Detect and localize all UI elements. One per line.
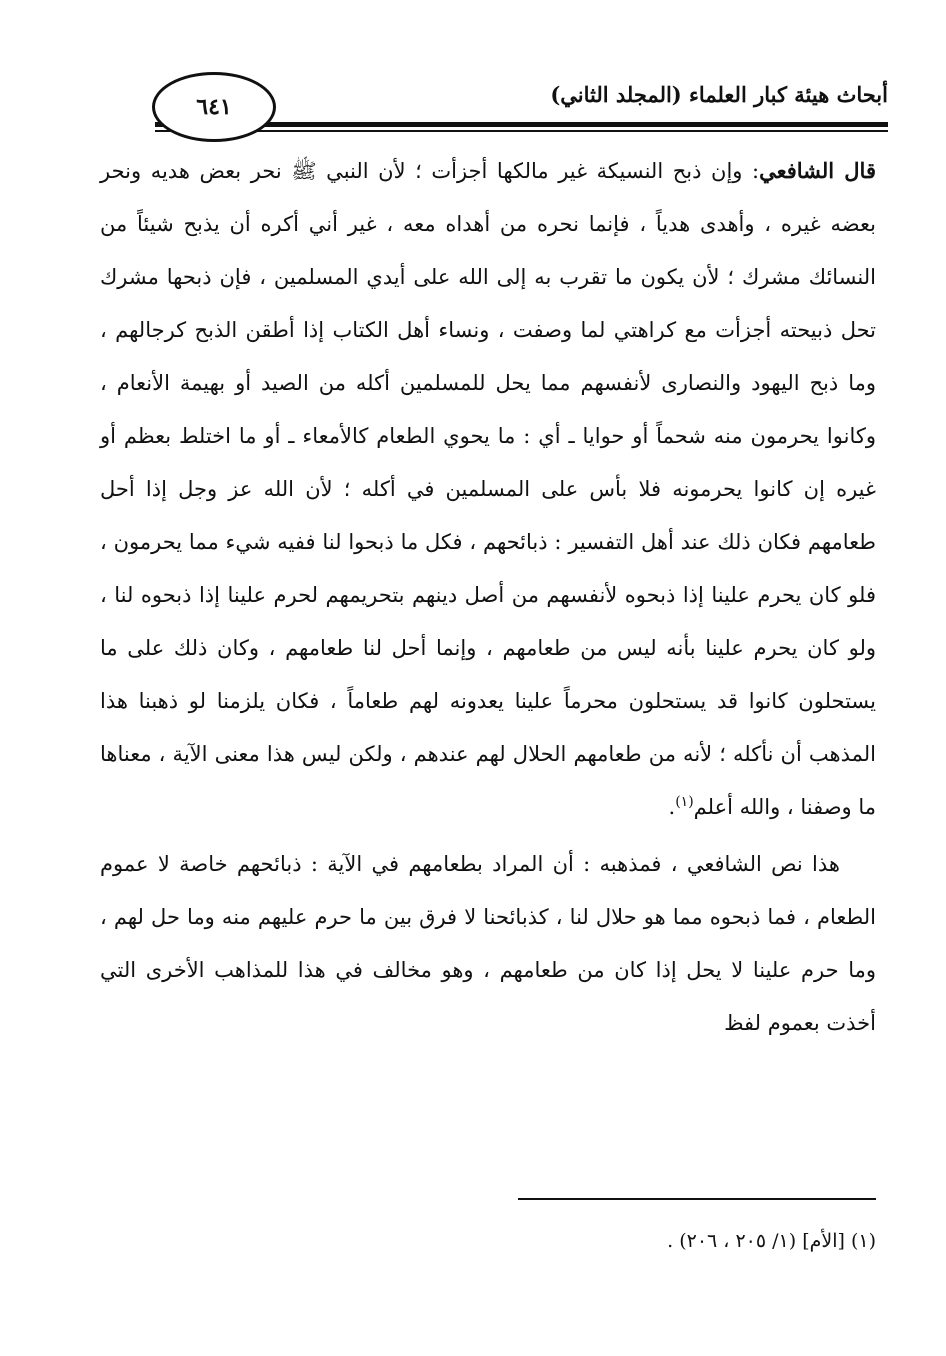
- footnote-separator: [518, 1198, 876, 1200]
- paragraph-commentary: هذا نص الشافعي ، فمذهبه : أن المراد بطعامهم في الآية : ذبائحهم خاصة لا عموم الطعام ، فما ذبحوه مما هو حلال لنا ، كذبائحنا لا فرق بين ما حرم عليهم منه وما حل لهم ، وما حرم علينا لا يحل إذا كان من طعامهم ، وهو مخالف في هذا للمذاهب الأخرى التي أخذت بعموم لفظ: [100, 852, 876, 1035]
- page-number-oval: [152, 72, 276, 142]
- speaker-name: قال الشافعي: [759, 158, 876, 183]
- running-header-title: أبحاث هيئة كبار العلماء (المجلد الثاني): [550, 82, 888, 107]
- paragraph-quote-end: .: [668, 795, 676, 819]
- footnote-reference: (١): [675, 794, 694, 810]
- paragraph-quote-text: : وإن ذبح النسيكة غير مالكها أجزأت ؛ لأن النبي ﷺ نحر بعض هديه ونحر بعضه غيره ، وأهدى هدياً ، فإنما نحره من أهداه معه ، غير أني أكره أن يذبح شيئاً من النسائك مشرك ؛ لأن يكون ما تقرب به إلى الله على أيدي المسلمين ، فإن ذبحها مشرك تحل ذبيحته أجزأت مع كراهتي لما وصفت ، ونساء أهل الكتاب إذا أطقن الذبح كرجالهم ، وما ذبح اليهود والنصارى لأنفسهم مما يحل للمسلمين أكله من الصيد أو بهيمة الأنعام ، وكانوا يحرمون منه شحماً أو حوايا ـ أي : ما يحوي الطعام كالأمعاء ـ أو ما اختلط بعظم أو غيره إن كانوا يحرمونه فلا بأس على المسلمين في أكله ؛ لأن الله عز وجل إذا أحل طعامهم فكان ذلك عند أهل التفسير : ذبائحهم ، فكل ما ذبحوا لنا ففيه شيء مما يحرمون ، فلو كان يحرم علينا إذا ذبحوه لأنفسهم من أصل دينهم بتحريمهم لحرم علينا إذا ذبحوه لنا ، ولو كان يحرم علينا بأنه ليس من طعامهم ، وإنما أحل لنا طعامهم ، وكان ذلك على ما يستحلون كانوا قد يستحلون محرماً علينا يعدونه لهم طعاماً ، فكان يلزمنا لو ذهبنا هذا المذهب أن نأكله ؛ لأنه من طعامهم الحلال لهم عندهم ، ولكن ليس هذا معنى الآية ، معناها ما وصفنا ، والله أعلم: [100, 159, 876, 819]
- paragraph-quote: [100, 144, 876, 834]
- main-body-text: [100, 144, 876, 1050]
- page-number: ٦٤١: [196, 94, 232, 120]
- footnote-text: (١) [الأم] (١/ ٢٠٥ ، ٢٠٦) .: [667, 1230, 876, 1252]
- header-rule-thin: [155, 130, 888, 132]
